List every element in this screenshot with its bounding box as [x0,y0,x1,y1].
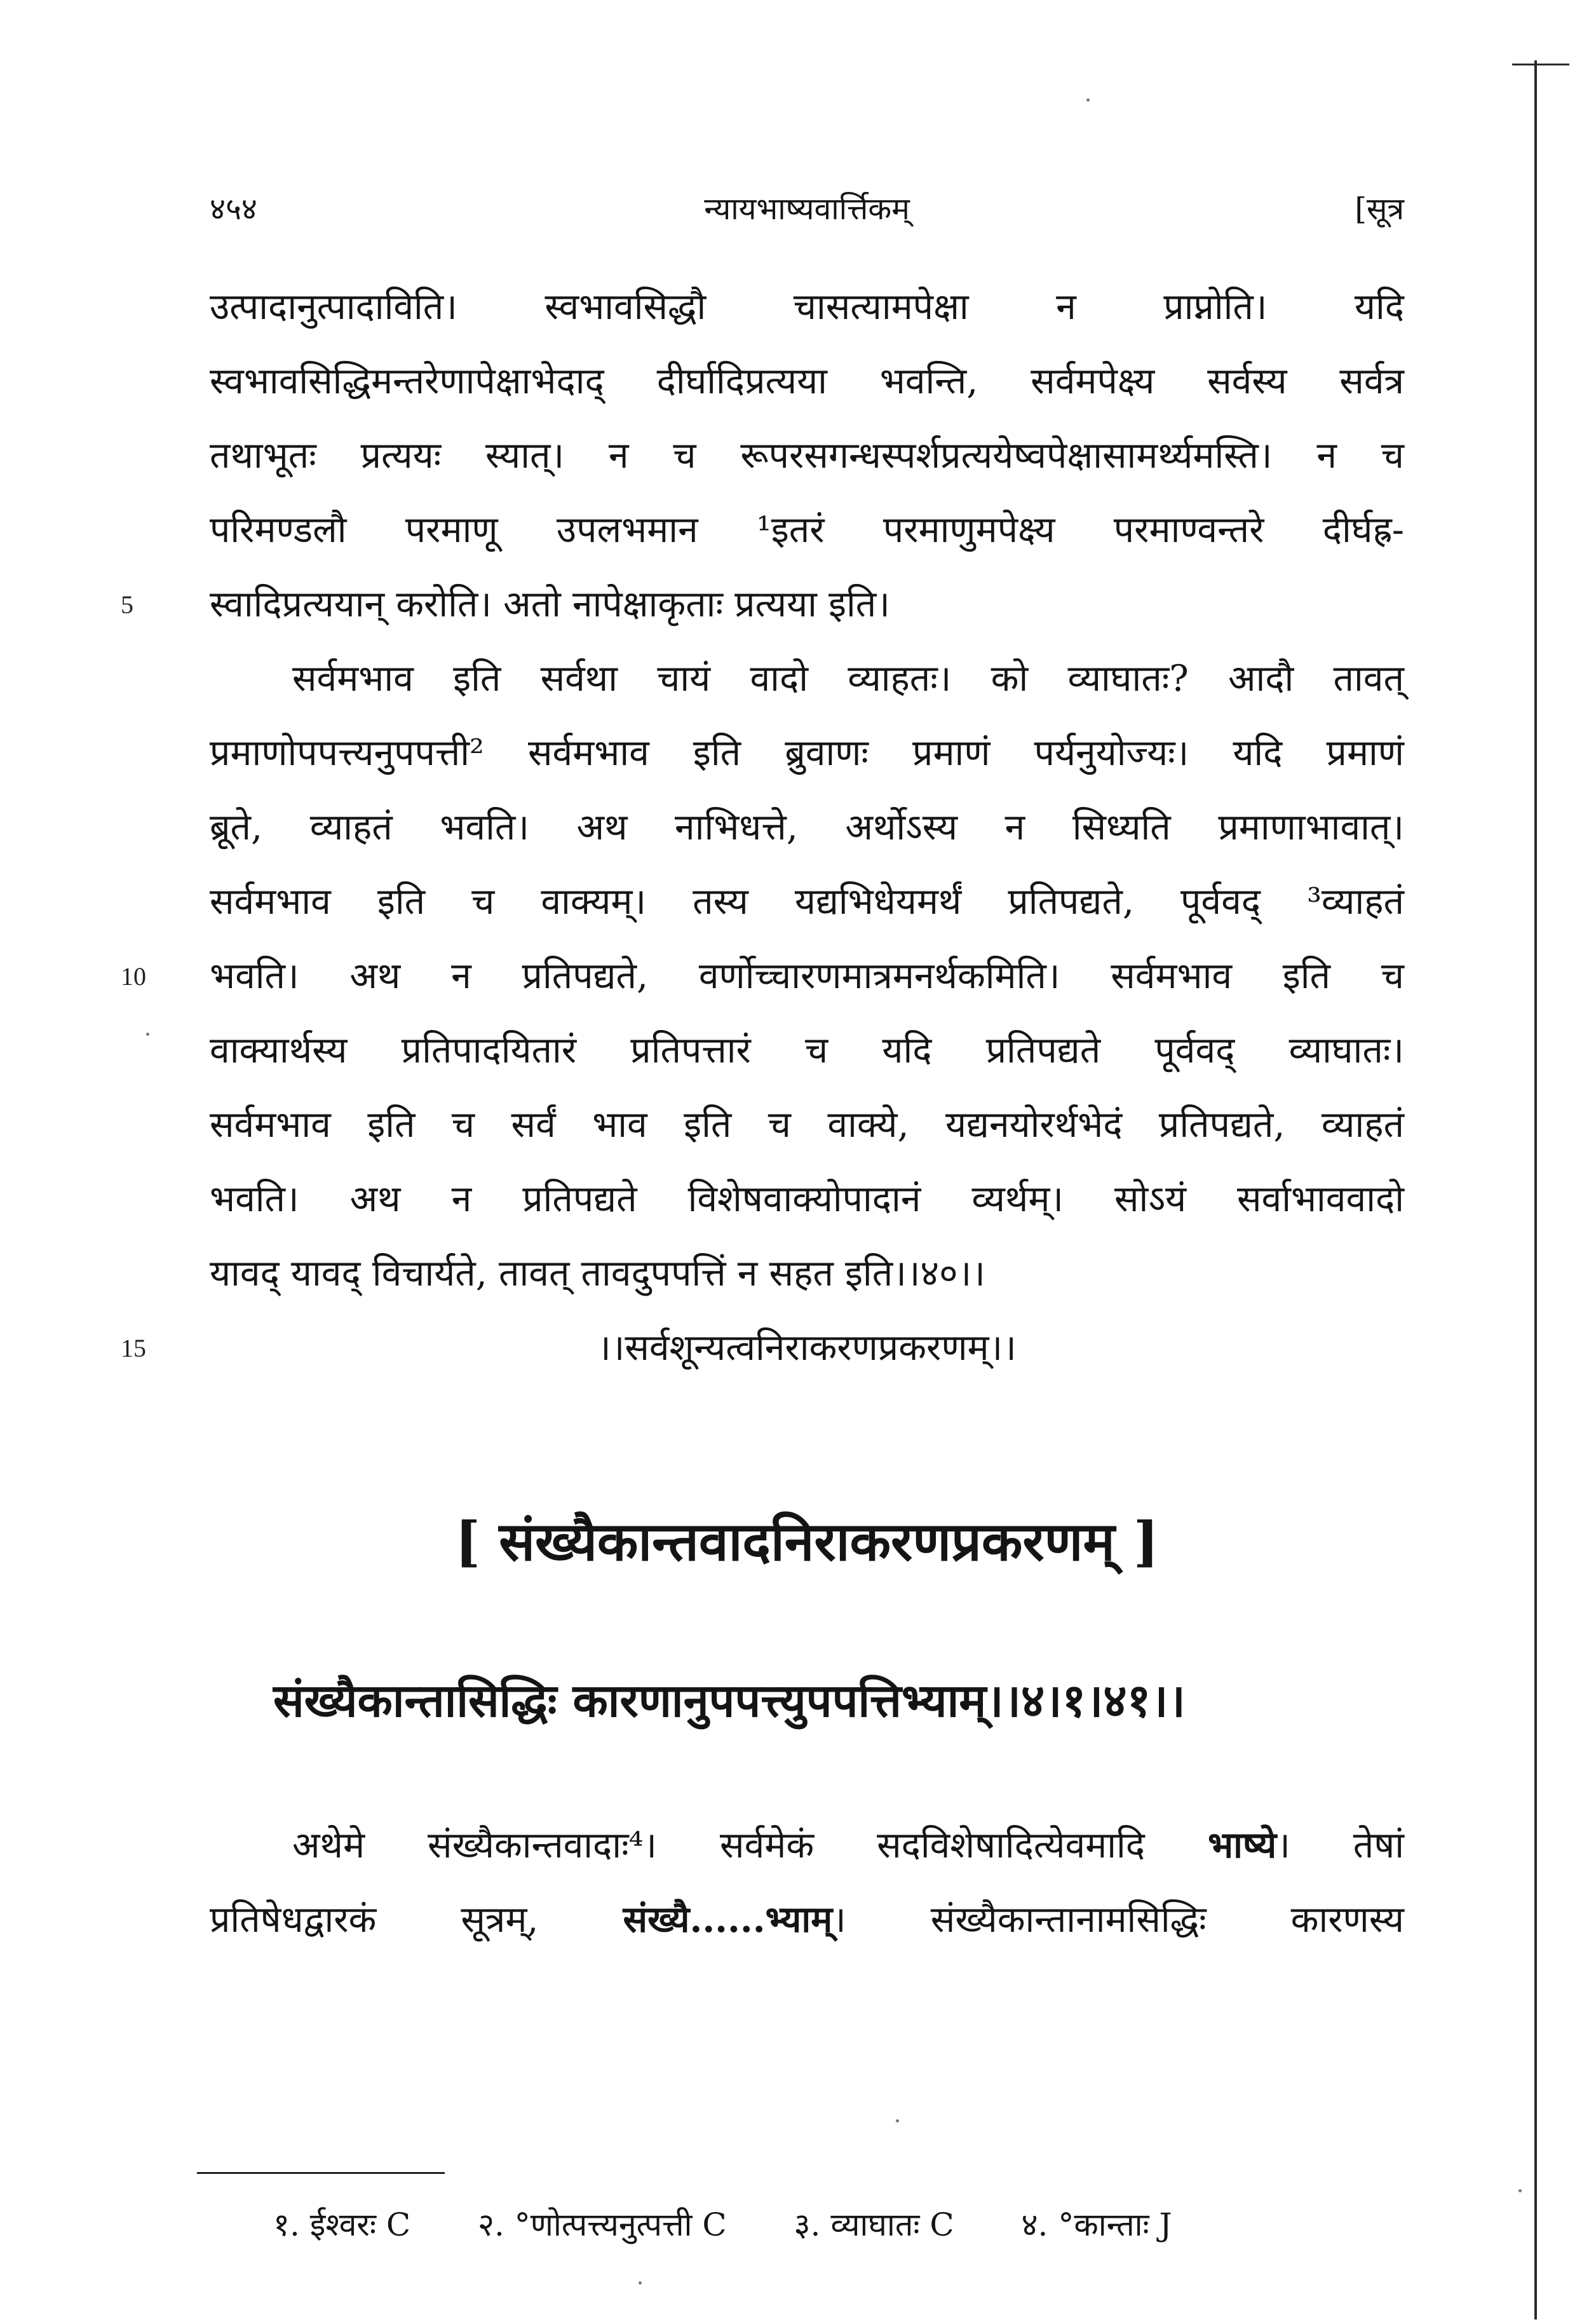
text-line: तथाभूतः प्रत्ययः स्यात्। न च रूपरसगन्धस्पर्शप्रत्ययेष्वपेक्षासामर्थ्यमस्ति। न च [210,435,1404,477]
text-line: वाक्यार्थस्य प्रतिपादयितारं प्रतिपत्तारं च यदि प्रतिपद्यते पूर्ववद् व्याघातः। [210,1029,1404,1071]
text-line: यावद् यावद् विचार्यते, तावत् तावदुपपत्तिं न सहत इति।।४०।। [210,1253,985,1294]
section-end-line: 15 ।।सर्वशून्यत्वनिराकरणप्रकरणम्।। [210,1311,1404,1385]
text-line: परिमण्डलौ परमाणू उपलभमान ¹इतरं परमाणुमपेक्ष्य परमाण्वन्तरे दीर्घह्र- [210,509,1404,551]
footnote: ४. °कान्ताः J [1021,2206,1172,2243]
text-line: ब्रूते, व्याहतं भवति। अथ नाभिधत्ते, अर्थोऽस्य न सिध्यति प्रमाणाभावात्। [210,806,1404,848]
scan-speck [1086,98,1090,102]
scan-speck [1518,2189,1522,2192]
page-edge-tick [1512,64,1569,65]
line-number: 15 [121,1334,146,1362]
section-marker: [सूत्र [1355,191,1404,227]
footnote: २. °णोत्पत्त्यनुत्पत्ती C [478,2206,727,2243]
text-line: सर्वमभाव इति च सर्वं भाव इति च वाक्ये, यद्यनयोरर्थभेदं प्रतिपद्यते, व्याहतं [210,1104,1404,1146]
footnotes [273,2202,1353,2245]
commentary-paragraph [210,1808,1404,1957]
text-line: भवति। अथ न प्रतिपद्यते विशेषवाक्योपादानं व्यर्थम्। सोऽयं सर्वाभाववादो [210,1178,1404,1220]
text-line: उत्पादानुत्पादाविति। स्वभावसिद्धौ चासत्यामपेक्षा न प्राप्नोति। यदि [210,286,1404,328]
line-number: 5 [121,590,133,619]
text-line: प्रमाणोपपत्त्यनुपपत्ती² सर्वमभाव इति ब्रुवाणः प्रमाणं पर्यनुयोज्यः। यदि प्रमाणं [210,732,1404,774]
scan-speck [896,2119,899,2122]
footnote-rule [197,2172,445,2174]
scan-speck [639,2281,642,2285]
main-text [121,270,1404,1385]
line-number: 10 [121,962,146,991]
text-line: अथेमे संख्यैकान्तवादाः⁴। सर्वमेकं सदविशेषादित्येवमादि भाष्ये। तेषां [292,1824,1404,1866]
section-heading: [ संख्यैकान्तवादनिराकरणप्रकरणम् ] [455,1510,1159,1573]
page-edge-line [1534,60,1537,2319]
text-line: सर्वमभाव इति च वाक्यम्। तस्य यद्यभिधेयमर्थं प्रतिपद्यते, पूर्ववद् ³व्याहतं [210,881,1404,923]
text-line: स्वभावसिद्धिमन्तरेणापेक्षाभेदाद् दीर्घादिप्रत्यया भवन्ति, सर्वमपेक्ष्य सर्वस्य सर्वत्र [210,360,1404,402]
text-line: 10 भवति। अथ न प्रतिपद्यते, वर्णोच्चारणमात्रमनर्थकमिति। सर्वमभाव इति च [210,939,1404,1014]
footnote: ३. व्याघातः C [794,2206,954,2243]
page-header [210,187,1404,232]
text-line: प्रतिषेधद्वारकं सूत्रम्, संख्यै......भ्याम्। संख्यैकान्तानामसिद्धिः कारणस्य [210,1898,1404,1941]
footnote: १. ईश्वरः C [273,2206,411,2243]
page-number: ४५४ [210,191,257,227]
running-title: न्यायभाष्यवार्त्तिकम् [704,191,910,227]
sutra-line: संख्यैकान्तासिद्धिः कारणानुपपत्त्युपपत्तिभ्याम्।।४।१।४१।। [273,1673,1186,1727]
text-line: 5 स्वादिप्रत्ययान् करोति। अतो नापेक्षाकृताः प्रत्यया इति। [210,567,1404,642]
text-line: सर्वमभाव इति सर्वथा चायं वादो व्याहतः। को व्याघातः? आदौ तावत् [292,658,1404,700]
scan-speck [146,1033,149,1036]
